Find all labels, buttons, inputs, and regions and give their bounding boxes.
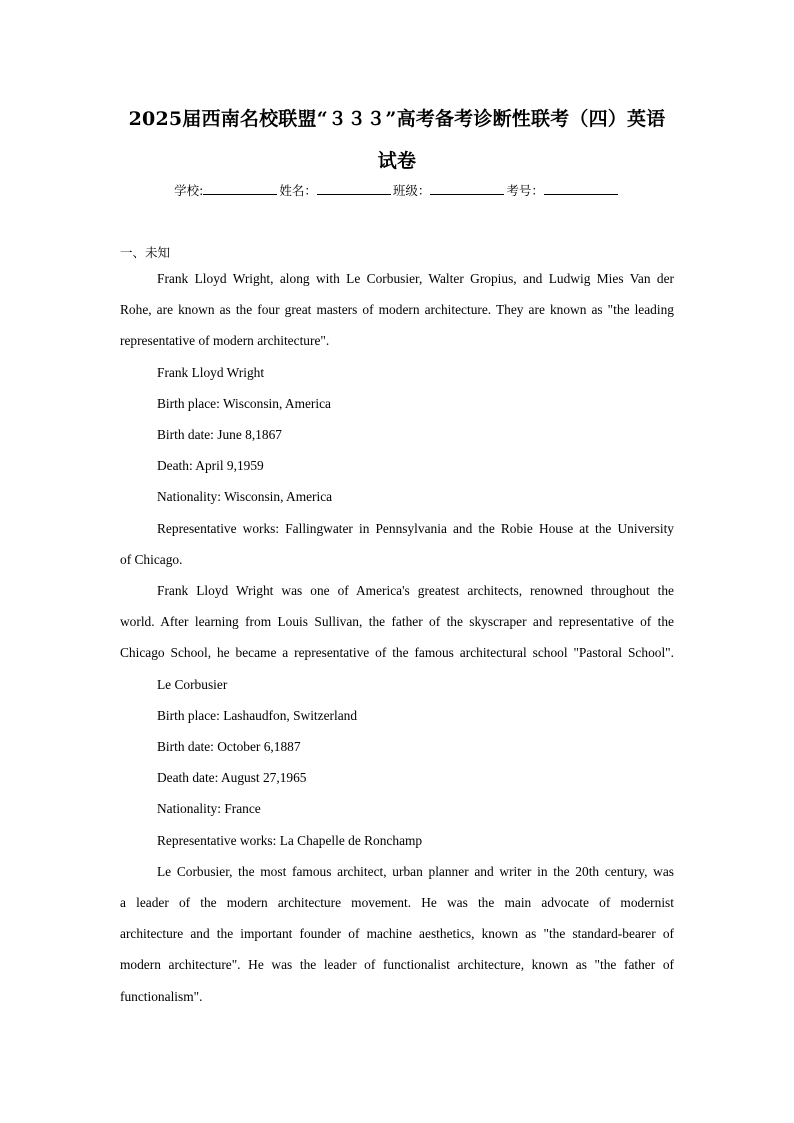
- exam-title-line-1: 2025届西南名校联盟“３３３”高考备考诊断性联考（四）英语: [128, 108, 666, 130]
- school-blank: [203, 182, 277, 195]
- text-line: Birth place: Lashaudfon, Switzerland: [157, 708, 358, 723]
- text-line: Birth place: Wisconsin, America: [157, 396, 331, 411]
- exam-title-line-2: 试卷: [377, 150, 417, 172]
- student-info-line: [0, 181, 794, 199]
- school-label: 学校:: [174, 183, 204, 198]
- text-line: Birth date: June 8,1867: [157, 427, 282, 442]
- text-line: architecture and the important founder of machine aesthetics, known as "the standard-bearer of: [120, 926, 674, 941]
- text-line: representative of modern architecture".: [120, 333, 330, 348]
- text-line: Representative works: La Chapelle de Ronchamp: [157, 833, 423, 848]
- text-line: of Chicago.: [120, 552, 183, 567]
- text-line: Le Corbusier, the most famous architect, urban planner and writer in the 20th century, was: [157, 864, 674, 879]
- text-line: Representative works: Fallingwater in Pennsylvania and the Robie House at the University: [157, 521, 674, 536]
- text-line: Nationality: Wisconsin, America: [157, 489, 333, 504]
- text-line: Birth date: October 6,1887: [157, 739, 301, 754]
- text-line: a leader of the modern architecture movement. He was the main advocate of modernist: [120, 895, 674, 910]
- section-heading: 一、未知: [120, 245, 171, 260]
- text-line: Le Corbusier: [157, 677, 228, 692]
- class-blank: [430, 182, 504, 195]
- text-line: world. After learning from Louis Sullivan, the father of the skyscraper and representative of the: [120, 614, 674, 629]
- text-line: Frank Lloyd Wright was one of America's greatest architects, renowned throughout the: [157, 583, 674, 598]
- text-line: modern architecture". He was the leader of functionalist architecture, known as "the father of: [120, 957, 674, 972]
- text-line: Nationality: France: [157, 801, 261, 816]
- name-blank: [317, 182, 391, 195]
- text-line: Chicago School, he became a representative of the famous architectural school "Pastoral School".: [120, 645, 674, 660]
- text-line: Frank Lloyd Wright, along with Le Corbusier, Walter Gropius, and Ludwig Mies Van der: [157, 271, 674, 286]
- number-blank: [544, 182, 618, 195]
- text-line: Death date: August 27,1965: [157, 770, 307, 785]
- text-line: functionalism".: [120, 989, 203, 1004]
- text-line: Rohe, are known as the four great masters of modern architecture. They are known as "the leading: [120, 302, 674, 317]
- number-label: 考号：: [506, 183, 544, 198]
- text-line: Frank Lloyd Wright: [157, 365, 265, 380]
- class-label: 班级：: [392, 183, 431, 198]
- name-label: 姓名：: [279, 183, 317, 198]
- text-line: Death: April 9,1959: [157, 458, 264, 473]
